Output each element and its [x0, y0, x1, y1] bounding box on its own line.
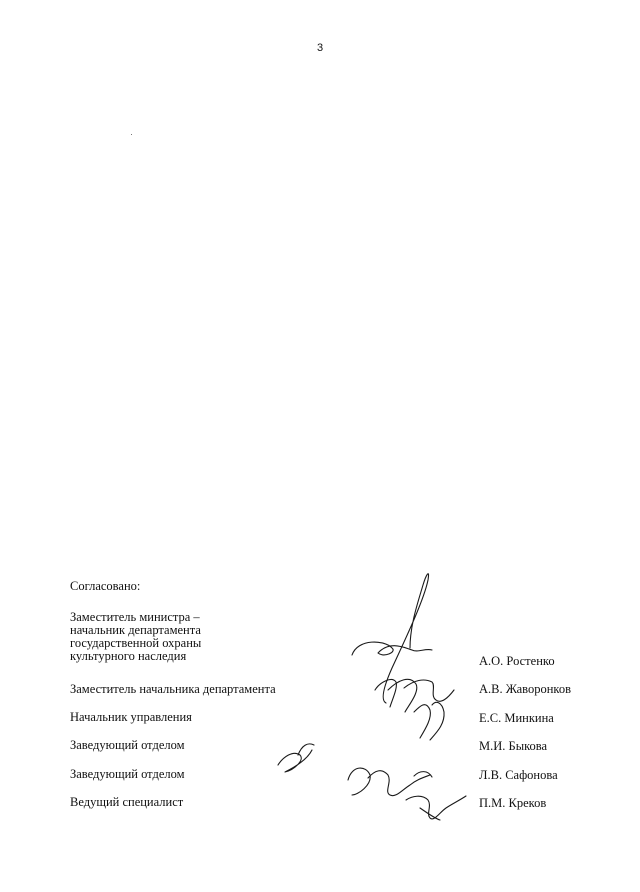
- approver-name: А.О. Ростенко: [479, 654, 555, 668]
- signature-safonova: [348, 768, 432, 796]
- page-number: 3: [316, 42, 324, 54]
- signature-bykova: [278, 744, 314, 772]
- signature-minkina: [414, 702, 444, 740]
- approver-title: Заместитель начальника департамента: [70, 682, 276, 696]
- signature-krekov: [406, 796, 466, 820]
- approver-name: Е.С. Минкина: [479, 711, 554, 725]
- approver-title: Заместитель министра – начальник департамента государственной охраны культурного наследия: [70, 610, 202, 663]
- approver-title: Заведующий отделом: [70, 767, 185, 781]
- approver-name: А.В. Жаворонков: [479, 682, 572, 696]
- approver-title: Начальник управления: [70, 710, 192, 724]
- approver-name: Л.В. Сафонова: [479, 768, 558, 782]
- scan-speck: [131, 134, 132, 135]
- agreed-label: Согласовано:: [70, 579, 141, 593]
- approver-title: Заведующий отделом: [70, 738, 185, 752]
- signature-zhavoronkov: [375, 679, 454, 712]
- approver-name: М.И. Быкова: [479, 739, 548, 753]
- approver-title: Ведущий специалист: [70, 795, 184, 809]
- signature-rostenko: [352, 574, 432, 703]
- approver-name: П.М. Креков: [479, 796, 547, 810]
